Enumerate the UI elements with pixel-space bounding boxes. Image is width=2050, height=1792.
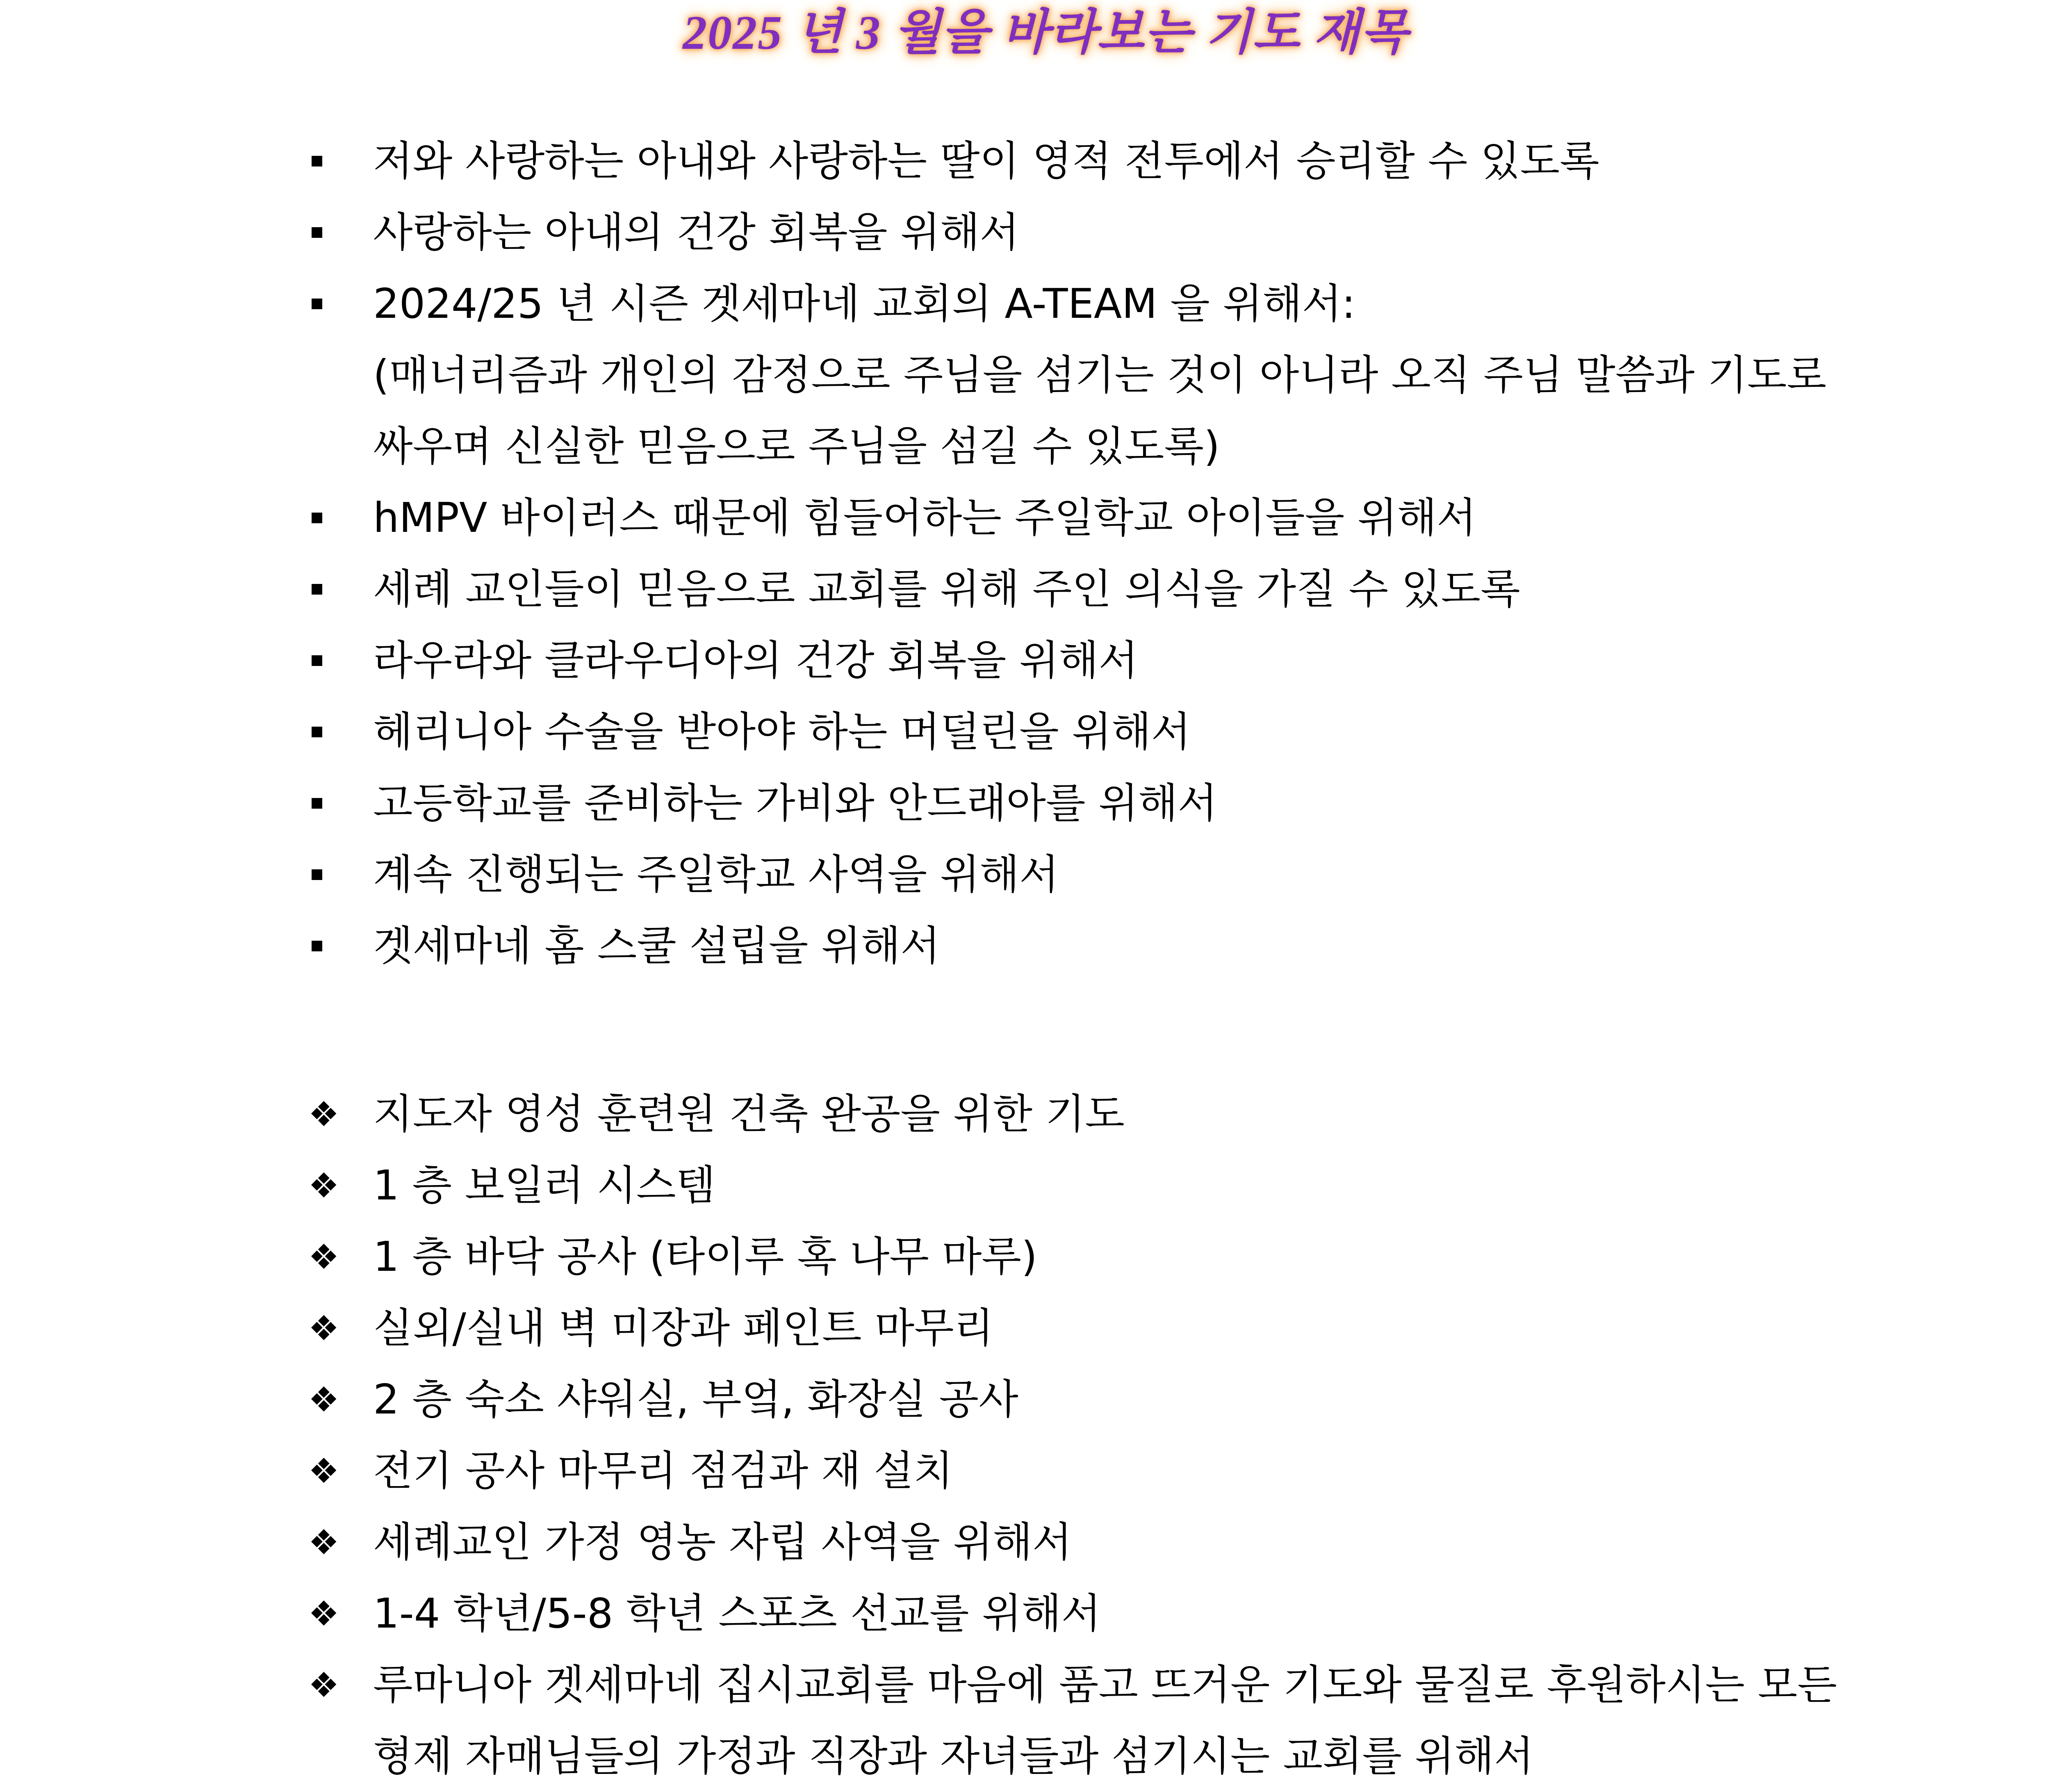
diamond-bullet-icon: ❖ [308, 1308, 339, 1348]
list-item-text: 세례 교인들이 믿음으로 교회를 위해 주인 의식을 가질 수 있도록 [373, 565, 1520, 613]
list-item-text: 1 층 바닥 공사 (타이루 혹 나무 마루) [373, 1233, 1037, 1281]
list-item [312, 625, 1993, 696]
prayer-list [312, 125, 1993, 982]
list-item-text: 계속 진행되는 주일학교 사역을 위해서 [373, 850, 1059, 898]
list-item-text: 1-4 학년/5-8 학년 스포츠 선교를 위해서 [373, 1589, 1101, 1637]
list-item-text: 실외/실내 벽 미장과 페인트 마무리 [373, 1304, 994, 1352]
list-item-text: 전기 공사 마무리 점검과 재 설치 [373, 1447, 953, 1495]
list-item [312, 768, 1993, 839]
diamond-bullet-icon: ❖ [308, 1094, 339, 1134]
diamond-bullet-icon: ❖ [308, 1665, 339, 1705]
diamond-bullet-icon: ❖ [308, 1594, 339, 1634]
list-item-text: hMPV 바이러스 때문에 힘들어하는 주일학교 아이들을 위해서 [373, 494, 1476, 542]
diamond-bullet-icon: ❖ [308, 1451, 339, 1491]
list-item-text: 세례교인 가정 영농 자립 사역을 위해서 [373, 1518, 1072, 1566]
list-item [312, 910, 1993, 982]
list-item [312, 197, 1993, 268]
list-item-text: 라우라와 클라우디아의 건강 회복을 위해서 [373, 636, 1138, 684]
list-item-text: 루마니아 겟세마네 집시교회를 마음에 품고 뜨거운 기도와 물질로 후원하시는 모든 형제 자매님들의 가정과 직장과 자녀들과 섬기시는 교회를 위해서 [373, 1661, 1837, 1780]
list-item-text: 지도자 영성 훈련원 건축 완공을 위한 기도 [373, 1090, 1125, 1138]
diamond-bullet-icon: ❖ [308, 1165, 339, 1206]
list-item [308, 1578, 1993, 1649]
list-item [308, 1221, 1993, 1293]
diamond-bullet-icon: ❖ [308, 1379, 339, 1420]
list-item [308, 1078, 1993, 1150]
list-item [308, 1435, 1993, 1507]
list-item [308, 1649, 1993, 1792]
list-item [312, 268, 1993, 482]
list-item-text: 2024/25 년 시즌 겟세마네 교회의 A-TEAM 을 위해서: (매너리즘과 개인의 감정으로 주님을 섬기는 것이 아니라 오직 주님 말씀과 기도로 싸우며 신실한 믿음으로 주님을 섬길 수 있도록) [373, 280, 1827, 470]
list-item [308, 1507, 1993, 1578]
page-title: 2025 년 3 월을 바라보는 기도 재목 [683, 6, 1408, 59]
diamond-bullet-icon: ❖ [308, 1237, 339, 1277]
list-item [312, 125, 1993, 197]
list-item-text: 저와 사랑하는 아내와 사랑하는 딸이 영적 전투에서 승리할 수 있도록 [373, 137, 1599, 185]
list-item [308, 1293, 1993, 1364]
list-item [312, 839, 1993, 910]
list-item-text: 겟세마네 홈 스쿨 설립을 위해서 [373, 922, 940, 970]
diamond-bullet-icon: ❖ [308, 1522, 339, 1562]
list-item-text: 사랑하는 아내의 건강 회복을 위해서 [373, 208, 1020, 256]
list-item [308, 1150, 1993, 1221]
construction-list [308, 1078, 1993, 1792]
list-item-text: 헤리니아 수술을 받아야 하는 머덜린을 위해서 [373, 708, 1191, 756]
list-item [312, 696, 1993, 768]
list-item-text: 2 층 숙소 샤워실, 부엌, 화장실 공사 [373, 1375, 1018, 1423]
list-item-text: 고등학교를 준비하는 가비와 안드래아를 위해서 [373, 779, 1218, 827]
list-item-text: 1 층 보일러 시스템 [373, 1161, 716, 1209]
list-item [312, 554, 1993, 625]
list-item [308, 1364, 1993, 1435]
list-item [312, 482, 1993, 554]
